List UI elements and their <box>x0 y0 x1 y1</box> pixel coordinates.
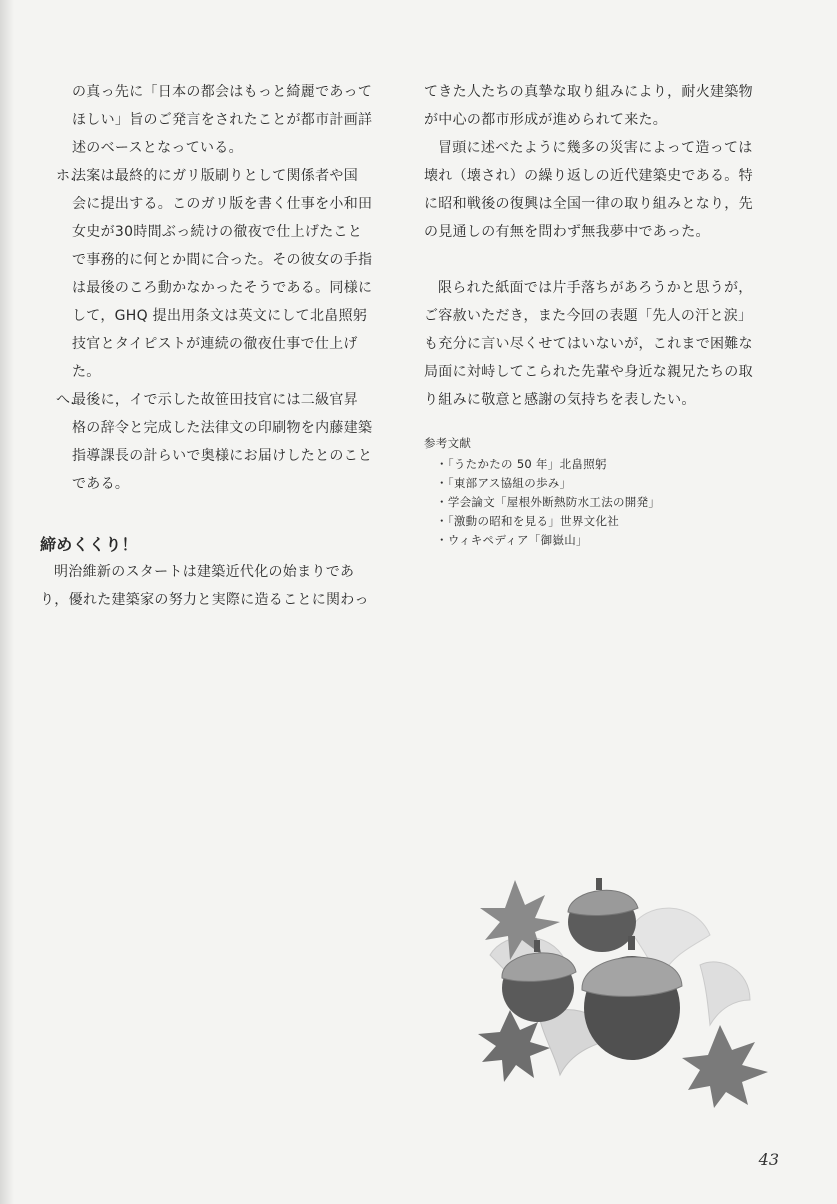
text-line: 会に提出する。このガリ版を書く仕事を小和田 <box>72 196 373 212</box>
acorn-cap-icon <box>568 890 638 915</box>
text-line: た。 <box>72 364 101 380</box>
acorn-stem-icon <box>534 940 540 952</box>
maple-leaf-icon <box>682 1025 768 1108</box>
text-line: も充分に言い尽くせてはいないが，これまで困難な <box>424 336 753 352</box>
text-line: で事務的に何とか間に合った。その彼女の手指 <box>72 252 373 268</box>
text-line: ご容赦いただき，また今回の表題「先人の汗と涙」 <box>424 308 753 324</box>
text-line: して，GHQ 提出用条文は英文にして北畠照躬 <box>72 308 368 324</box>
right-column <box>424 78 784 550</box>
text-line: の見通しの有無を問わず無我夢中であった。 <box>424 224 710 240</box>
paragraph-3 <box>424 274 784 414</box>
text-line: である。 <box>72 476 130 492</box>
reference-item: ・ 「東部アス協組の歩み」 <box>436 474 784 493</box>
paragraph-1 <box>424 78 784 134</box>
references-list <box>436 455 784 550</box>
reference-item: ・ 「うたかたの 50 年」北畠照躬 <box>436 455 784 474</box>
text-line: は最後のころ動かなかったそうである。同様に <box>72 280 373 296</box>
text-line: ほしい」旨のご発言をされたことが都市計画詳 <box>72 112 373 128</box>
text-line: 限られた紙面では片手落ちがあろうかと思うが， <box>438 280 753 296</box>
references <box>424 434 784 550</box>
reference-item: ・ 「激動の昭和を見る」世界文化社 <box>436 512 784 531</box>
ginkgo-leaf-icon <box>700 962 750 1025</box>
acorn-stem-icon <box>596 878 602 890</box>
text-line: り組みに敬意と感謝の気持ちを表したい。 <box>424 392 696 408</box>
text-line: 技官とタイピストが連続の徹夜仕事で仕上げ <box>72 336 358 352</box>
text-line: 格の辞令と完成した法律文の印刷物を内藤建築 <box>72 420 373 436</box>
paragraph-2 <box>424 134 784 246</box>
text-line: り，優れた建築家の努力と実際に造ることに関わっ <box>40 592 369 608</box>
acorns-and-autumn-leaves-illustration <box>470 860 770 1110</box>
list-marker: へ. <box>56 392 76 408</box>
text-line: 述のベースとなっている。 <box>72 140 243 156</box>
page-number: 43 <box>758 1150 779 1169</box>
text-line: 局面に対峙してこられた先輩や身近な親兄たちの取 <box>424 364 753 380</box>
reference-item: ・ 学会論文「屋根外断熱防水工法の開発」 <box>436 493 784 512</box>
continued-paragraph <box>40 78 392 162</box>
list-item-ho <box>40 162 392 386</box>
text-line: に昭和戦後の復興は全国一律の取り組みとなり，先 <box>424 196 753 212</box>
section-heading: 締めくくり！ <box>40 535 138 554</box>
text-line: てきた人たちの真摯な取り組みにより，耐火建築物 <box>424 84 753 100</box>
list-item-he <box>40 386 392 498</box>
binding-shadow <box>0 0 14 1204</box>
text-line: 女史が30時間ぶっ続けの徹夜で仕上げたこと <box>72 224 363 240</box>
text-line: 明治維新のスタートは建築近代化の始まりであ <box>54 564 355 580</box>
text-line: が中心の都市形成が進められて来た。 <box>424 112 668 128</box>
text-line: 壊れ（壊され）の繰り返しの近代建築史である。特 <box>424 168 753 184</box>
closing-paragraph <box>40 558 392 614</box>
text-line: 冒頭に述べたように幾多の災害によって造っては <box>438 140 753 156</box>
text-line: 法案は最終的にガリ版刷りとして関係者や国 <box>72 168 358 184</box>
text-line: 最後に，イで示した故笹田技官には二級官昇 <box>72 392 358 408</box>
reference-item: ・ ウィキペディア「御嶽山」 <box>436 531 784 550</box>
list-marker: ホ. <box>56 168 76 184</box>
left-column <box>40 78 392 614</box>
references-title: 参考文献 <box>424 436 472 450</box>
text-line: の真っ先に「日本の都会はもっと綺麗であって <box>72 84 373 100</box>
acorn-stem-icon <box>628 936 635 950</box>
paragraph-gap <box>424 246 784 274</box>
text-line: 指導課長の計らいで奥様にお届けしたとのこと <box>72 448 373 464</box>
